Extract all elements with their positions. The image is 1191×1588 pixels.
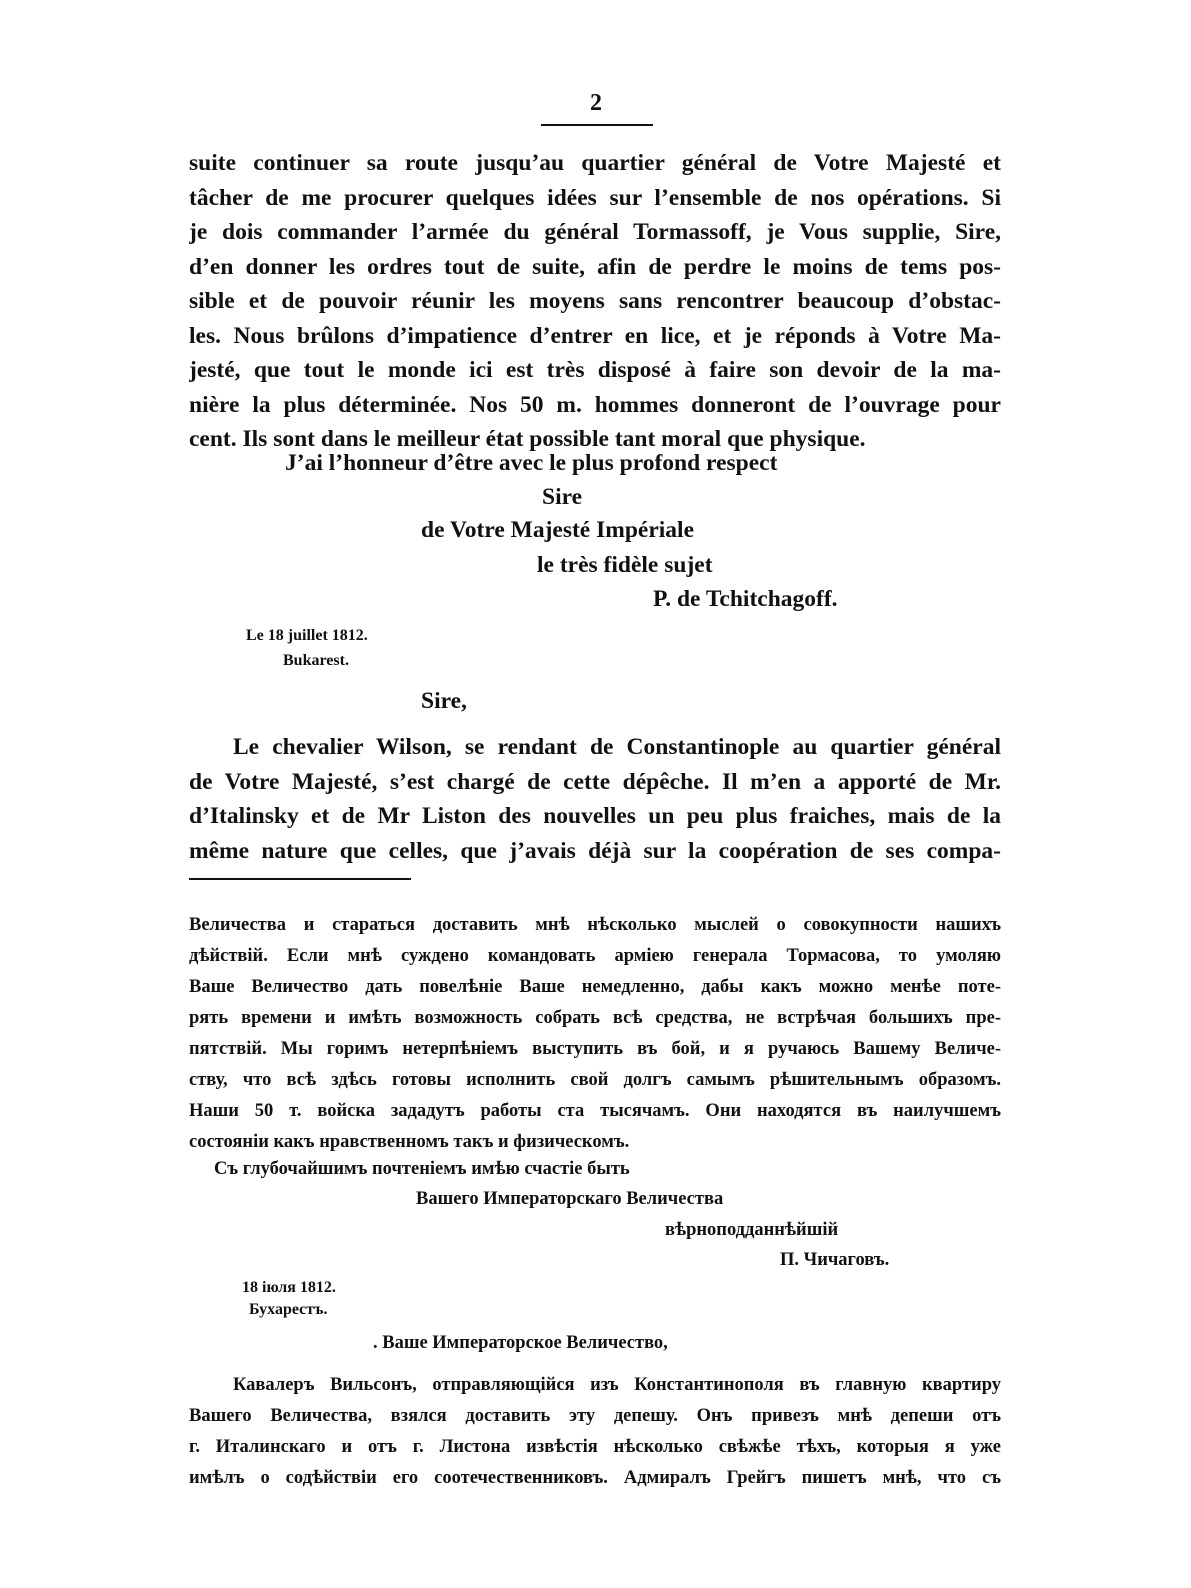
text-line: nière la plus déterminée. Nos 50 m. hommes donneront de l’ouvrage pour	[189, 391, 1001, 418]
signature: P. de Tchitchagoff.	[653, 586, 838, 612]
text-line: г. Италинскаго и отъ г. Листона извѣстія нѣсколько свѣжѣе тѣхъ, которыя я уже	[189, 1437, 1001, 1457]
salutation: Sire,	[421, 688, 467, 714]
text-line: même nature que celles, que j’avais déjà sur la coopération de ses compa-	[189, 837, 1001, 864]
closing-sire: Sire	[542, 484, 583, 510]
text-line: дѣйствій. Если мнѣ суждено командовать арміею генерала Тормасова, то умоляю	[189, 946, 1001, 966]
closing-subject: le très fidèle sujet	[537, 552, 713, 578]
letter-date-ru: 18 іюля 1812.	[242, 1279, 336, 1296]
footnote-rule	[189, 878, 411, 880]
text-line: les. Nous brûlons d’impatience d’entrer en lice, et je réponds à Votre Ma-	[189, 322, 1001, 349]
text-line: d’Italinsky et de Mr Liston des nouvelles un peu plus fraiches, mais de la	[189, 803, 1001, 829]
text-line: состояніи какъ нравственномъ такъ и физическомъ.	[189, 1132, 630, 1152]
text-line: Наши 50 т. войска зададутъ работы ста тысячамъ. Они находятся въ наилучшемъ	[189, 1101, 1001, 1121]
closing-respect-ru: Съ глубочайшимъ почтеніемъ имѣю счастіе быть	[214, 1159, 630, 1179]
french-letter-body	[189, 146, 1001, 457]
page-number-rule	[541, 124, 653, 126]
text-line: Кавалеръ Вильсонъ, отправляющійся изъ Константинополя въ главную квартиру	[233, 1375, 1001, 1395]
text-line: рять времени и имѣть возможность собрать всѣ средства, не встрѣчая большихъ пре-	[189, 1008, 1001, 1028]
text-line: Величества и стараться доставить мнѣ нѣсколько мыслей о совокупности нашихъ	[189, 915, 1001, 935]
closing-majesty-ru: Вашего Императорскаго Величества	[416, 1189, 724, 1209]
letter-place: Bukarest.	[283, 652, 349, 669]
salutation-ru: . Ваше Императорское Величество,	[373, 1333, 668, 1353]
letter-place-ru: Бухарестъ.	[249, 1301, 328, 1318]
closing-respect: J’ai l’honneur d’être avec le plus profond respect	[285, 450, 778, 476]
text-line: имѣлъ о содѣйствіи его соотечественниковъ. Адмиралъ Грейгъ пишетъ мнѣ, что съ	[189, 1468, 1001, 1488]
text-line: d’en donner les ordres tout de suite, afin de perdre le moins de tems pos-	[189, 253, 1001, 280]
text-line: пятствій. Мы горимъ нетерпѣніемъ выступить въ бой, и я ручаюсь Вашему Величе-	[189, 1039, 1001, 1059]
signature-ru: П. Чичаговъ.	[780, 1250, 890, 1270]
french-letter-next-body	[189, 730, 1001, 868]
text-line: suite continuer sa route jusqu’au quartier général de Votre Majesté et	[189, 150, 1001, 176]
text-line: Ваше Величество дать повелѣніе Ваше немедленно, дабы какъ можно менѣе поте-	[189, 977, 1001, 997]
text-line: je dois commander l’armée du général Tormassoff, je Vous supplie, Sire,	[189, 219, 1001, 245]
letter-date: Le 18 juillet 1812.	[246, 627, 368, 644]
russian-translation-next-body	[189, 1370, 1001, 1494]
russian-translation-body	[189, 910, 1001, 1158]
text-line: ству, что всѣ здѣсь готовы исполнить свой долгъ самымъ рѣшительнымъ образомъ.	[189, 1070, 1001, 1090]
text-line: cent. Ils sont dans le meilleur état possible tant moral que physique.	[189, 426, 866, 452]
text-line: Le chevalier Wilson, se rendant de Constantinople au quartier général	[233, 734, 1001, 760]
text-line: de Votre Majesté, s’est chargé de cette dépêche. Il m’en a apporté de Mr.	[189, 768, 1001, 795]
text-line: Вашего Величества, взялся доставить эту депешу. Онъ привезъ мнѣ депеши отъ	[189, 1406, 1001, 1426]
text-line: jesté, que tout le monde ici est très disposé à faire son devoir de la ma-	[189, 357, 1001, 383]
text-line: tâcher de me procurer quelques idées sur l’ensemble de nos opérations. Si	[189, 184, 1001, 211]
closing-subject-ru: вѣрноподданнѣйшій	[665, 1220, 839, 1240]
text-line: sible et de pouvoir réunir les moyens sans rencontrer beaucoup d’obstac-	[189, 288, 1001, 314]
page-number: 2	[590, 90, 602, 116]
closing-majesty: de Votre Majesté Impériale	[421, 517, 695, 543]
